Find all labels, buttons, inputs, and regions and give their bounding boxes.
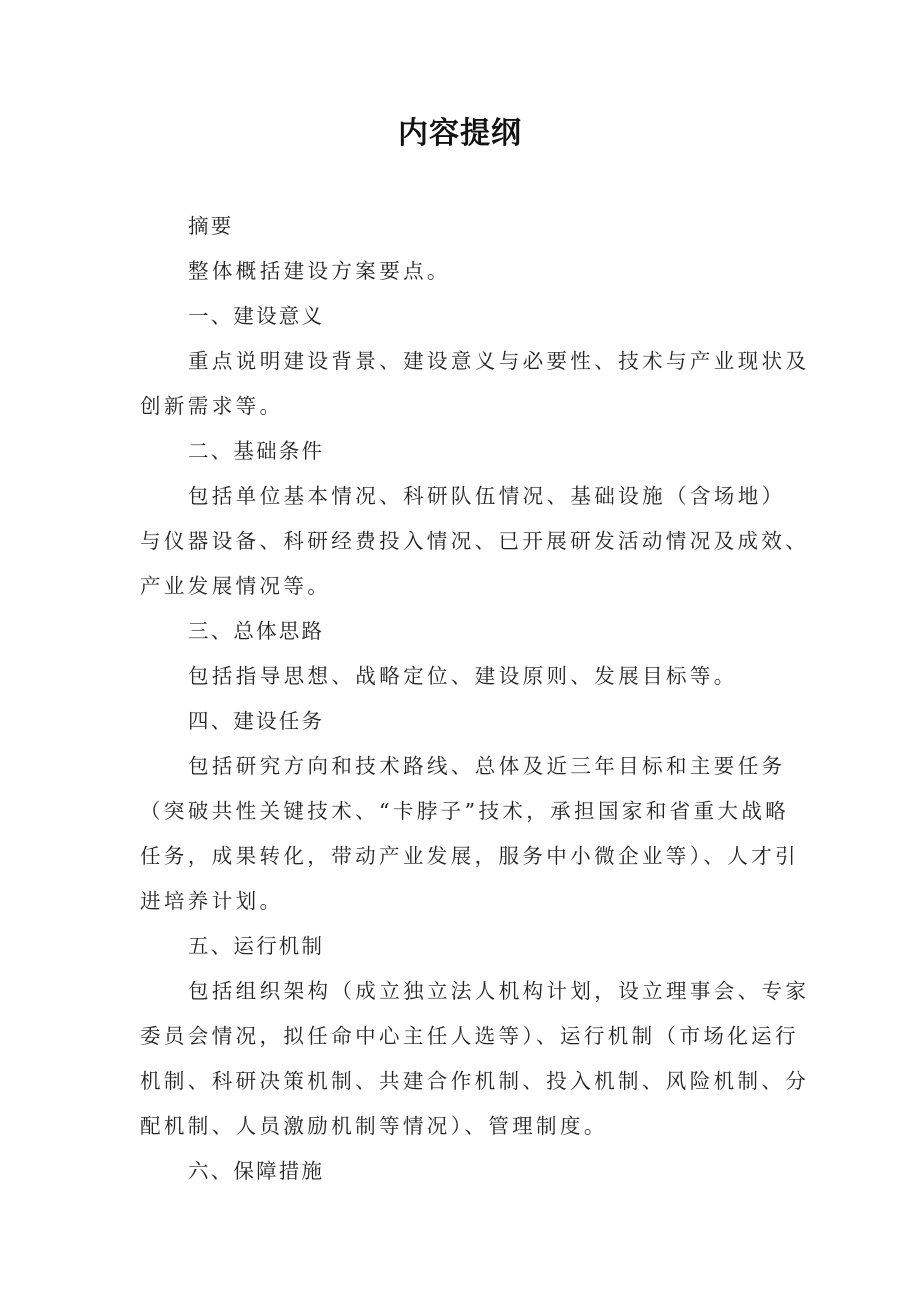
paragraph-line: （突破共性关键技术、“卡脖子”技术，承担国家和省重大战略 [140,799,790,823]
document-body [140,204,810,1194]
section-heading-5: 五、运行机制 [188,934,325,958]
section-heading-4: 四、建设任务 [188,709,325,733]
section-heading-1: 一、建设意义 [188,304,325,328]
paragraph-line: 包括组织架构（成立独立法人机构计划，设立理事会、专家 [188,979,810,1003]
paragraph-line: 创新需求等。 [140,394,284,418]
paragraph-line: 重点说明建设背景、建设意义与必要性、技术与产业现状及 [188,349,810,373]
section-heading-3: 三、总体思路 [188,619,325,643]
paragraph-line: 委员会情况，拟任命中心主任人选等）、运行机制（市场化运行 [140,1024,799,1048]
paragraph-line: 任务，成果转化，带动产业发展，服务中小微企业等）、人才引 [140,844,799,868]
paragraph-line: 配机制、人员激励机制等情况）、管理制度。 [140,1114,608,1138]
paragraph-line: 产业发展情况等。 [140,574,332,598]
document-title: 内容提纲 [398,116,522,151]
paragraph-line: 与仪器设备、科研经费投入情况、已开展研发活动情况及成效、 [140,529,810,553]
paragraph-line: 机制、科研决策机制、共建合作机制、投入机制、风险机制、分 [140,1069,810,1093]
section-heading-abstract: 摘要 [188,214,234,238]
paragraph-line: 包括指导思想、战略定位、建设原则、发展目标等。 [188,664,738,688]
paragraph-line: 包括研究方向和技术路线、总体及近三年目标和主要任务 [188,754,786,778]
paragraph-line: 包括单位基本情况、科研队伍情况、基础设施（含场地） [188,484,786,508]
section-heading-6: 六、保障措施 [188,1159,325,1183]
section-heading-2: 二、基础条件 [188,439,325,463]
paragraph-line: 进培养计划。 [140,889,284,913]
paragraph-line: 整体概括建设方案要点。 [188,259,451,283]
